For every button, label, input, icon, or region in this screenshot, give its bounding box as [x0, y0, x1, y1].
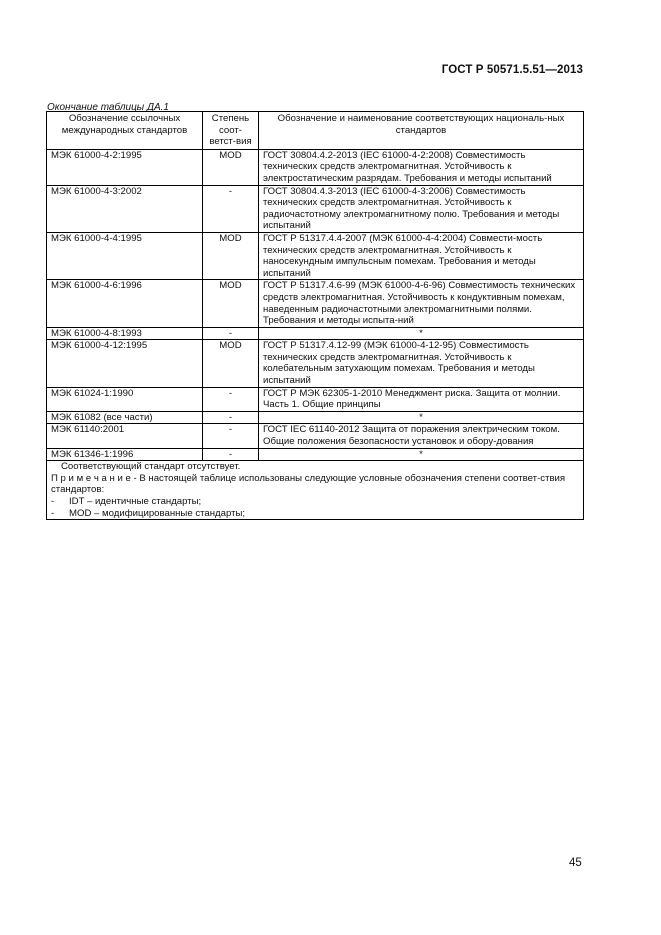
national-standard: *	[259, 327, 584, 340]
international-standard-code: МЭК 61000-4-6:1996	[47, 280, 203, 327]
national-standard: ГОСТ 30804.4.3-2013 (IEC 61000-4-3:2006) Совместимость технических средств электромагнитная. Устойчивость к радиочастотному электромагнитному полю. Требования и методы испытаний	[259, 185, 584, 232]
table-caption: Окончание таблицы ДА.1	[47, 102, 169, 113]
conformity-degree: MOD	[203, 149, 259, 185]
national-standard: ГОСТ IEC 61140-2012 Защита от поражения электрическим током. Общие положения безопасности установок и обору-дования	[259, 424, 584, 448]
conformity-degree: -	[203, 327, 259, 340]
international-standard-code: МЭК 61024-1:1990	[47, 387, 203, 411]
legend-bullet: -	[51, 496, 55, 507]
national-standard: *	[259, 448, 584, 461]
international-standard-code: МЭК 61346-1:1996	[47, 448, 203, 461]
conformity-degree: MOD	[203, 232, 259, 279]
national-standard: ГОСТ Р 51317.4.12-99 (МЭК 61000-4-12-95) Совместимость технических средств электромагнитная. Устойчивость к колебательным затухающим помехам. Требования и методы испытаний	[259, 340, 584, 387]
national-standard: *	[259, 411, 584, 424]
conformity-degree: MOD	[203, 280, 259, 327]
legend-text: MOD – модифицированные стандарты;	[69, 507, 246, 519]
international-standard-code: МЭК 61000-4-2:1995	[47, 149, 203, 185]
conformity-degree: MOD	[203, 340, 259, 387]
international-standard-code: МЭК 61082 (все части)	[47, 411, 203, 424]
page-number: 45	[569, 857, 582, 869]
legend-item	[51, 496, 579, 508]
international-standard-code: МЭК 61000-4-12:1995	[47, 340, 203, 387]
table-row	[47, 232, 584, 279]
column-header-national: Обозначение и наименование соответствующих националь-ных стандартов	[259, 112, 584, 150]
conformity-degree: -	[203, 448, 259, 461]
international-standard-code: МЭК 61000-4-4:1995	[47, 232, 203, 279]
legend-text: IDT – идентичные стандарты;	[69, 496, 202, 507]
legend-item	[51, 508, 579, 520]
table-row	[47, 448, 584, 461]
conformity-degree: -	[203, 387, 259, 411]
table-notes	[47, 461, 584, 520]
column-header-international: Обозначение ссылочных международных стандартов	[47, 112, 203, 150]
reference-standards-table	[46, 111, 584, 520]
footnote: Соответствующий стандарт отсутствует.	[61, 461, 241, 473]
international-standard-code: МЭК 61000-4-3:2002	[47, 185, 203, 232]
national-standard: ГОСТ Р 51317.4.6-99 (МЭК 61000-4-6-96) Совместимость технических средств электромагнитная. Устойчивость к кондуктивным помехам, наведенным радиочастотными электромагнитными полями. Требования и методы испыта-ний	[259, 280, 584, 327]
table-row	[47, 424, 584, 448]
legend-bullet: -	[51, 507, 55, 519]
table-notes-row	[47, 461, 584, 520]
column-header-degree: Степень соот-ветст-вия	[203, 112, 259, 150]
table-row	[47, 387, 584, 411]
table-row	[47, 340, 584, 387]
conformity-degree: -	[203, 185, 259, 232]
table-row	[47, 280, 584, 327]
national-standard: ГОСТ 30804.4.2-2013 (IEC 61000-4-2:2008) Совместимость технических средств электромагнитная. Устойчивость к электростатическим разрядам. Требования и методы испытаний	[259, 149, 584, 185]
national-standard: ГОСТ Р МЭК 62305-1-2010 Менеджмент риска. Защита от молнии. Часть 1. Общие принципы	[259, 387, 584, 411]
table-row	[47, 327, 584, 340]
table-row	[47, 149, 584, 185]
conformity-degree: -	[203, 411, 259, 424]
international-standard-code: МЭК 61000-4-8:1993	[47, 327, 203, 340]
conformity-degree: -	[203, 424, 259, 448]
table-row	[47, 411, 584, 424]
table-row	[47, 185, 584, 232]
table-header-row	[47, 112, 584, 150]
national-standard: ГОСТ Р 51317.4.4-2007 (МЭК 61000-4-4:2004) Совмести-мость технических средств электромагнитная. Устойчивость к наносекундным импульсным помехам. Требования и методы испытаний	[259, 232, 584, 279]
table-note: П р и м е ч а н и е - В настоящей таблице использованы следующие условные обозначения степени соответ-ствия стандартов:	[51, 472, 566, 496]
international-standard-code: МЭК 61140:2001	[47, 424, 203, 448]
document-code-header: ГОСТ Р 50571.5.51—2013	[441, 64, 583, 76]
